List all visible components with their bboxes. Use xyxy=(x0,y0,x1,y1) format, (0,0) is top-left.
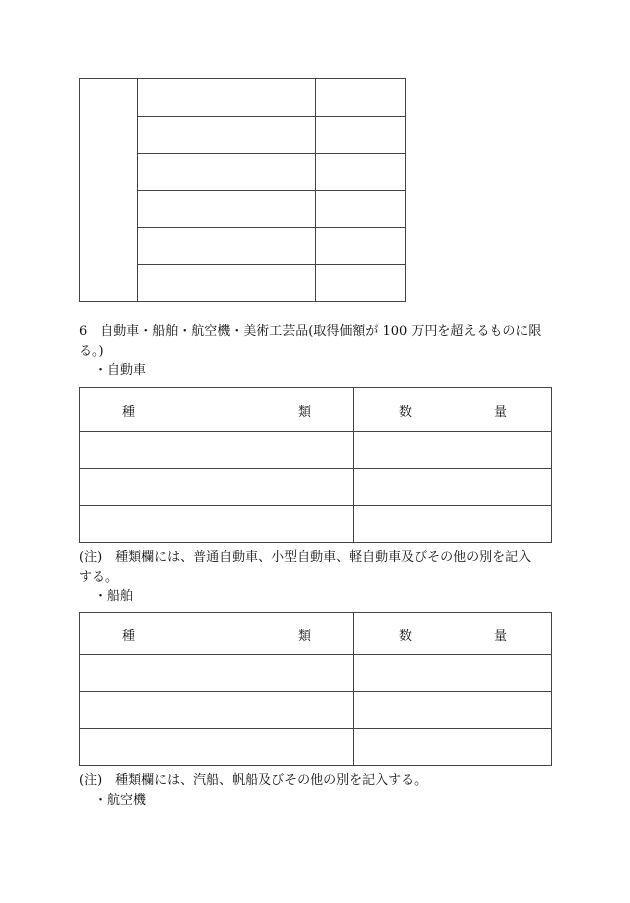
quantity-header xyxy=(354,613,552,655)
table-cell xyxy=(316,117,406,154)
section-6-heading-line1: 6 自動車・船舶・航空機・美術工芸品(取得価額が 100 万円を超えるものに限 xyxy=(79,324,542,339)
quantity-header-left: 数 xyxy=(399,629,413,644)
table-cell xyxy=(316,191,406,228)
table-cell xyxy=(138,265,316,302)
table-cell xyxy=(138,117,316,154)
table-cell xyxy=(354,729,552,766)
merged-left-cell xyxy=(80,79,138,302)
table-cell xyxy=(138,228,316,265)
table-row xyxy=(80,506,552,543)
table-cell xyxy=(138,79,316,117)
table-cell xyxy=(354,655,552,692)
ship-note: (注) 種類欄には、汽船、帆船及びその他の別を記入する。 xyxy=(79,773,428,788)
table-cell xyxy=(354,432,552,469)
table-row xyxy=(80,432,552,469)
table-cell xyxy=(354,692,552,729)
table-cell xyxy=(80,469,354,506)
table-cell xyxy=(316,154,406,191)
section-6-heading-line2: る。) xyxy=(79,344,104,359)
table-cell xyxy=(354,506,552,543)
table-row xyxy=(80,729,552,766)
automobile-table xyxy=(79,387,552,543)
kind-header-left: 種 xyxy=(122,629,136,644)
quantity-header-right: 量 xyxy=(494,405,508,420)
table-cell xyxy=(316,228,406,265)
table-cell xyxy=(80,506,354,543)
automobile-note-line1: (注) 種類欄には、普通自動車、小型自動車、軽自動車及びその他の別を記入 xyxy=(79,550,532,565)
kind-header xyxy=(80,613,354,655)
automobile-label: ・自動車 xyxy=(94,363,147,378)
table-cell xyxy=(80,729,354,766)
quantity-header-left: 数 xyxy=(399,405,413,420)
kind-header-right: 類 xyxy=(298,405,312,420)
ship-label: ・船舶 xyxy=(94,589,134,604)
table-header-row xyxy=(80,388,552,432)
kind-header-right: 類 xyxy=(298,629,312,644)
table-cell xyxy=(80,692,354,729)
table-cell xyxy=(138,191,316,228)
table-cell xyxy=(316,265,406,302)
kind-header xyxy=(80,388,354,432)
quantity-header xyxy=(354,388,552,432)
table-row xyxy=(80,692,552,729)
table-cell xyxy=(80,432,354,469)
table-cell xyxy=(316,79,406,117)
quantity-header-right: 量 xyxy=(494,629,508,644)
table-header-row xyxy=(80,613,552,655)
aircraft-label: ・航空機 xyxy=(94,793,147,808)
previous-section-table xyxy=(79,78,406,302)
table-cell xyxy=(138,154,316,191)
table-cell xyxy=(354,469,552,506)
table-cell xyxy=(80,655,354,692)
kind-header-left: 種 xyxy=(122,405,136,420)
table-row xyxy=(80,655,552,692)
table-row xyxy=(80,469,552,506)
automobile-note-line2: する。 xyxy=(79,570,119,585)
ship-table xyxy=(79,612,552,766)
